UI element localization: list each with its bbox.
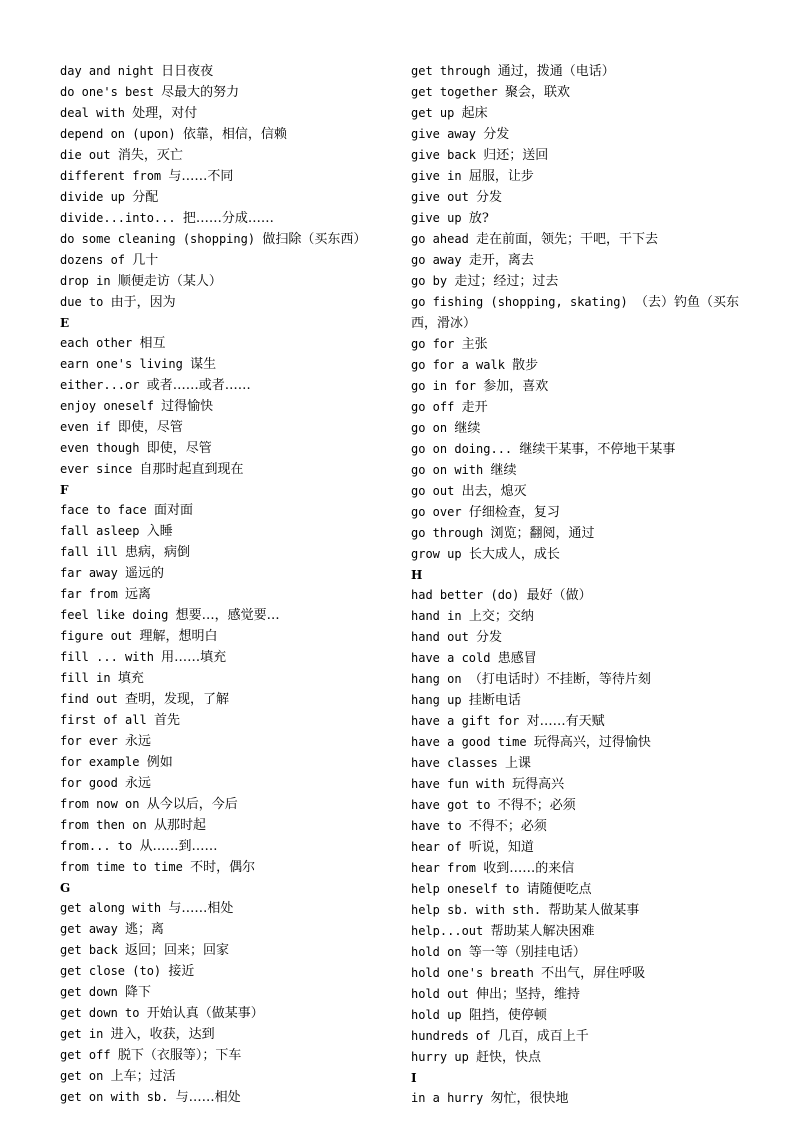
phrase-entry xyxy=(411,187,751,208)
phrase-entry xyxy=(411,711,751,732)
phrase-english: get away xyxy=(60,922,118,936)
phrase-chinese: 请随便吃点 xyxy=(526,882,592,897)
phrase-entry xyxy=(411,627,751,648)
phrase-entry xyxy=(60,396,390,417)
phrase-chinese: 进入，收获，达到 xyxy=(110,1027,215,1042)
phrase-chinese: 参加，喜欢 xyxy=(483,379,549,394)
phrase-chinese: 赶快，快点 xyxy=(476,1050,542,1065)
phrase-chinese: 与……相处 xyxy=(168,901,234,916)
phrase-chinese: 走过；经过；过去 xyxy=(454,274,559,289)
phrase-entry xyxy=(60,542,390,563)
phrase-english: divide up xyxy=(60,190,126,204)
phrase-entry xyxy=(60,187,390,208)
phrase-entry xyxy=(411,858,751,879)
phrase-english: fall ill xyxy=(60,545,118,559)
phrase-chinese: 收到……的来信 xyxy=(483,861,575,876)
phrase-english: go on doing... xyxy=(411,442,513,456)
phrase-entry xyxy=(60,1024,390,1045)
phrase-chinese: 帮助某人解决困难 xyxy=(490,924,595,939)
phrase-english: get through xyxy=(411,64,491,78)
phrase-entry xyxy=(411,397,751,418)
phrase-chinese: 走开，离去 xyxy=(468,253,534,268)
phrase-entry xyxy=(60,500,390,521)
phrase-chinese: 患感冒 xyxy=(497,651,537,666)
phrase-chinese: 不出气，屏住呼吸 xyxy=(541,966,646,981)
phrase-english: depend on (upon) xyxy=(60,127,176,141)
phrase-entry xyxy=(411,103,751,124)
phrase-entry xyxy=(60,919,390,940)
phrase-chinese: 消失，灭亡 xyxy=(117,148,183,163)
phrase-entry xyxy=(60,961,390,982)
phrase-chinese: 相互 xyxy=(139,336,166,351)
phrase-entry xyxy=(411,1005,751,1026)
phrase-chinese: 最好（做） xyxy=(526,588,592,603)
phrase-chinese: 分发 xyxy=(483,127,510,142)
phrase-chinese: 归还；送回 xyxy=(483,148,549,163)
phrase-entry xyxy=(411,334,751,355)
phrase-english: from then on xyxy=(60,818,147,832)
phrase-entry xyxy=(411,124,751,145)
phrase-english: go fishing (shopping, skating) xyxy=(411,295,628,309)
phrase-chinese: 听说，知道 xyxy=(468,840,534,855)
phrase-entry xyxy=(60,584,390,605)
phrase-english: give away xyxy=(411,127,477,141)
phrase-english: get in xyxy=(60,1027,104,1041)
phrase-entry xyxy=(411,753,751,774)
phrase-english: hold out xyxy=(411,987,469,1001)
phrase-entry xyxy=(60,145,390,166)
phrase-english: give in xyxy=(411,169,462,183)
phrase-chinese: （去）钓鱼（买东西，滑冰） xyxy=(411,295,739,331)
phrase-entry xyxy=(411,502,751,523)
phrase-entry xyxy=(411,208,751,229)
phrase-entry xyxy=(60,1066,390,1087)
phrase-chinese: 出去，熄灭 xyxy=(461,484,527,499)
right-column xyxy=(411,61,751,1109)
phrase-english: go ahead xyxy=(411,232,469,246)
phrase-chinese: 把……分成…… xyxy=(182,211,274,226)
left-column xyxy=(60,61,390,1108)
phrase-chinese: 处理，对付 xyxy=(132,106,198,121)
phrase-english: first of all xyxy=(60,713,147,727)
phrase-chinese: 走在前面，领先；干吧，干下去 xyxy=(476,232,659,247)
phrase-chinese: 逃；离 xyxy=(125,922,165,937)
phrase-english: get on with sb. xyxy=(60,1090,169,1104)
phrase-entry xyxy=(411,1047,751,1068)
phrase-english: go out xyxy=(411,484,455,498)
phrase-entry xyxy=(411,376,751,397)
phrase-english: hurry up xyxy=(411,1050,469,1064)
phrase-english: go on with xyxy=(411,463,484,477)
phrase-chinese: 阻挡，使停顿 xyxy=(468,1008,547,1023)
phrase-entry xyxy=(60,271,390,292)
phrase-chinese: 分发 xyxy=(476,630,503,645)
phrase-entry xyxy=(60,689,390,710)
phrase-chinese: 或者……或者…… xyxy=(146,378,251,393)
phrase-english: figure out xyxy=(60,629,133,643)
phrase-english: get off xyxy=(60,1048,111,1062)
phrase-english: had better (do) xyxy=(411,588,520,602)
phrase-entry xyxy=(411,879,751,900)
phrase-chinese: 永远 xyxy=(125,734,152,749)
phrase-entry xyxy=(60,1087,390,1108)
phrase-english: hold one's breath xyxy=(411,966,534,980)
phrase-entry xyxy=(411,732,751,753)
phrase-english: give up xyxy=(411,211,462,225)
phrase-english: from now on xyxy=(60,797,140,811)
phrase-entry xyxy=(411,1026,751,1047)
phrase-english: for ever xyxy=(60,734,118,748)
phrase-entry xyxy=(411,250,751,271)
phrase-entry xyxy=(411,439,751,460)
phrase-chinese: 放? xyxy=(468,211,489,226)
phrase-english: have a good time xyxy=(411,735,527,749)
section-letter-heading: F xyxy=(60,483,69,497)
phrase-chinese: 查明，发现，了解 xyxy=(125,692,230,707)
phrase-english: go for xyxy=(411,337,455,351)
phrase-chinese: 浏览；翻阅，通过 xyxy=(490,526,595,541)
phrase-chinese: 例如 xyxy=(146,755,173,770)
phrase-entry xyxy=(60,103,390,124)
phrase-chinese: 自那时起直到现在 xyxy=(139,462,244,477)
phrase-english: fill ... with xyxy=(60,650,154,664)
phrase-entry xyxy=(60,124,390,145)
phrase-chinese: 远离 xyxy=(125,587,152,602)
phrase-entry xyxy=(411,229,751,250)
phrase-entry xyxy=(60,375,390,396)
phrase-chinese: 与……不同 xyxy=(168,169,234,184)
phrase-chinese: 对……有天赋 xyxy=(526,714,605,729)
phrase-chinese: 日日夜夜 xyxy=(161,64,214,79)
phrase-entry xyxy=(411,606,751,627)
phrase-english: do one's best xyxy=(60,85,154,99)
phrase-entry xyxy=(411,690,751,711)
phrase-entry xyxy=(60,710,390,731)
phrase-english: deal with xyxy=(60,106,126,120)
phrase-english: do some cleaning (shopping) xyxy=(60,232,256,246)
phrase-entry xyxy=(411,523,751,544)
phrase-english: get together xyxy=(411,85,498,99)
phrase-chinese: 首先 xyxy=(153,713,180,728)
phrase-chinese: 开始认真（做某事） xyxy=(146,1006,264,1021)
phrase-chinese: 分配 xyxy=(132,190,159,205)
phrase-english: day and night xyxy=(60,64,154,78)
phrase-chinese: 匆忙，很快地 xyxy=(490,1091,569,1106)
phrase-english: have a gift for xyxy=(411,714,520,728)
phrase-chinese: 通过，拨通（电话） xyxy=(497,64,615,79)
phrase-english: from... to xyxy=(60,839,133,853)
phrase-english: far from xyxy=(60,587,118,601)
phrase-entry xyxy=(411,900,751,921)
phrase-english: get back xyxy=(60,943,118,957)
phrase-entry xyxy=(60,752,390,773)
phrase-english: help...out xyxy=(411,924,484,938)
phrase-english: either...or xyxy=(60,378,140,392)
phrase-entry xyxy=(60,982,390,1003)
phrase-chinese: 继续干某事，不停地干某事 xyxy=(519,442,676,457)
phrase-entry xyxy=(411,774,751,795)
phrase-entry xyxy=(60,605,390,626)
section-letter-heading: I xyxy=(411,1071,417,1085)
phrase-chinese: 降下 xyxy=(125,985,152,1000)
phrase-english: hold up xyxy=(411,1008,462,1022)
phrase-entry xyxy=(411,837,751,858)
phrase-entry xyxy=(411,942,751,963)
phrase-english: go away xyxy=(411,253,462,267)
phrase-english: far away xyxy=(60,566,118,580)
phrase-chinese: 接近 xyxy=(168,964,195,979)
phrase-chinese: 分发 xyxy=(476,190,503,205)
phrase-chinese: 不得不；必须 xyxy=(468,819,547,834)
phrase-entry xyxy=(60,208,390,229)
phrase-english: grow up xyxy=(411,547,462,561)
phrase-entry xyxy=(411,481,751,502)
phrase-chinese: 即使，尽管 xyxy=(117,420,183,435)
phrase-entry xyxy=(411,292,751,334)
phrase-english: face to face xyxy=(60,503,147,517)
phrase-chinese: 脱下（衣服等）；下车 xyxy=(117,1048,242,1063)
phrase-entry xyxy=(60,563,390,584)
phrase-entry xyxy=(411,669,751,690)
phrase-chinese: 从……到…… xyxy=(139,839,218,854)
phrase-chinese: 从今以后，今后 xyxy=(146,797,238,812)
phrase-chinese: 从那时起 xyxy=(153,818,206,833)
phrase-english: drop in xyxy=(60,274,111,288)
phrase-english: hear from xyxy=(411,861,477,875)
phrase-entry xyxy=(60,836,390,857)
phrase-entry xyxy=(60,459,390,480)
phrase-english: different from xyxy=(60,169,162,183)
phrase-entry xyxy=(60,333,390,354)
section-letter-heading: H xyxy=(411,568,423,582)
phrase-chinese: 起床 xyxy=(461,106,488,121)
phrase-english: for good xyxy=(60,776,118,790)
phrase-english: help sb. with sth. xyxy=(411,903,542,917)
phrase-english: go through xyxy=(411,526,484,540)
phrase-entry xyxy=(411,82,751,103)
phrase-english: in a hurry xyxy=(411,1091,484,1105)
phrase-chinese: 不时，偶尔 xyxy=(190,860,256,875)
phrase-entry xyxy=(411,585,751,606)
phrase-chinese: 聚会，联欢 xyxy=(504,85,570,100)
phrase-entry xyxy=(60,229,390,250)
phrase-english: hundreds of xyxy=(411,1029,491,1043)
phrase-english: give back xyxy=(411,148,477,162)
phrase-english: have got to xyxy=(411,798,491,812)
phrase-english: each other xyxy=(60,336,133,350)
phrase-entry xyxy=(411,648,751,669)
phrase-entry xyxy=(60,166,390,187)
phrase-entry xyxy=(411,166,751,187)
phrase-chinese: 继续 xyxy=(454,421,481,436)
phrase-chinese: 永远 xyxy=(125,776,152,791)
phrase-entry xyxy=(60,626,390,647)
phrase-chinese: 患病，病倒 xyxy=(125,545,191,560)
phrase-english: have a cold xyxy=(411,651,491,665)
phrase-chinese: 上车；过活 xyxy=(110,1069,176,1084)
phrase-english: enjoy oneself xyxy=(60,399,154,413)
phrase-english: even if xyxy=(60,420,111,434)
phrase-chinese: 顺便走访（某人） xyxy=(117,274,222,289)
phrase-english: have to xyxy=(411,819,462,833)
phrase-english: get close (to) xyxy=(60,964,162,978)
phrase-entry xyxy=(60,1045,390,1066)
phrase-english: fill in xyxy=(60,671,111,685)
phrase-entry xyxy=(411,795,751,816)
phrase-english: hear of xyxy=(411,840,462,854)
phrase-entry xyxy=(411,963,751,984)
phrase-english: even though xyxy=(60,441,140,455)
phrase-entry xyxy=(60,61,390,82)
phrase-chinese: 想要…，感觉要… xyxy=(175,608,280,623)
phrase-chinese: 上课 xyxy=(504,756,531,771)
phrase-entry xyxy=(60,438,390,459)
phrase-english: fall asleep xyxy=(60,524,140,538)
phrase-english: go off xyxy=(411,400,455,414)
phrase-chinese: 依靠，相信，信赖 xyxy=(182,127,287,142)
phrase-entry xyxy=(60,1003,390,1024)
phrase-entry xyxy=(60,417,390,438)
phrase-english: help oneself to xyxy=(411,882,520,896)
phrase-english: get up xyxy=(411,106,455,120)
phrase-chinese: 尽最大的努力 xyxy=(161,85,240,100)
phrase-entry xyxy=(60,794,390,815)
phrase-chinese: 填充 xyxy=(117,671,144,686)
phrase-english: for example xyxy=(60,755,140,769)
phrase-entry xyxy=(60,250,390,271)
phrase-chinese: （打电话时）不挂断，等待片刻 xyxy=(468,672,651,687)
phrase-chinese: 返回；回来；回家 xyxy=(125,943,230,958)
phrase-entry xyxy=(411,61,751,82)
phrase-english: earn one's living xyxy=(60,357,183,371)
phrase-english: go over xyxy=(411,505,462,519)
phrase-chinese: 由于，因为 xyxy=(110,295,176,310)
phrase-english: from time to time xyxy=(60,860,183,874)
phrase-chinese: 散步 xyxy=(512,358,539,373)
phrase-entry xyxy=(60,521,390,542)
phrase-chinese: 遥远的 xyxy=(125,566,165,581)
phrase-english: due to xyxy=(60,295,104,309)
phrase-english: dozens of xyxy=(60,253,126,267)
phrase-entry xyxy=(411,271,751,292)
phrase-chinese: 即使，尽管 xyxy=(146,441,212,456)
phrase-english: get down xyxy=(60,985,118,999)
phrase-entry xyxy=(60,354,390,375)
phrase-entry xyxy=(411,418,751,439)
phrase-chinese: 主张 xyxy=(461,337,488,352)
phrase-chinese: 玩得高兴，过得愉快 xyxy=(533,735,651,750)
phrase-chinese: 用……填充 xyxy=(161,650,227,665)
phrase-english: hand in xyxy=(411,609,462,623)
phrase-chinese: 过得愉快 xyxy=(161,399,214,414)
phrase-entry xyxy=(60,647,390,668)
phrase-chinese: 上交；交纳 xyxy=(468,609,534,624)
phrase-entry xyxy=(60,815,390,836)
phrase-entry xyxy=(60,857,390,878)
phrase-english: hang on xyxy=(411,672,462,686)
phrase-english: go by xyxy=(411,274,448,288)
phrase-chinese: 面对面 xyxy=(153,503,193,518)
phrase-chinese: 挂断电话 xyxy=(468,693,521,708)
phrase-chinese: 不得不；必须 xyxy=(497,798,576,813)
phrase-entry xyxy=(60,292,390,313)
phrase-chinese: 几十 xyxy=(132,253,159,268)
phrase-chinese: 与……相处 xyxy=(175,1090,241,1105)
phrase-chinese: 伸出；坚持，维持 xyxy=(476,987,581,1002)
phrase-entry xyxy=(411,145,751,166)
phrase-chinese: 走开 xyxy=(461,400,488,415)
phrase-chinese: 等一等（别挂电话） xyxy=(468,945,586,960)
phrase-chinese: 长大成人，成长 xyxy=(468,547,560,562)
phrase-entry xyxy=(411,544,751,565)
phrase-english: get along with xyxy=(60,901,162,915)
phrase-chinese: 几百，成百上千 xyxy=(497,1029,589,1044)
phrase-english: give out xyxy=(411,190,469,204)
phrase-english: go in for xyxy=(411,379,477,393)
phrase-chinese: 理解，想明白 xyxy=(139,629,218,644)
phrase-english: get on xyxy=(60,1069,104,1083)
phrase-english: have classes xyxy=(411,756,498,770)
phrase-entry xyxy=(60,773,390,794)
phrase-english: get down to xyxy=(60,1006,140,1020)
phrase-entry xyxy=(411,1088,751,1109)
phrase-english: go for a walk xyxy=(411,358,505,372)
phrase-english: have fun with xyxy=(411,777,505,791)
phrase-english: die out xyxy=(60,148,111,162)
phrase-entry xyxy=(411,816,751,837)
phrase-chinese: 仔细检查，复习 xyxy=(468,505,560,520)
phrase-english: divide...into... xyxy=(60,211,176,225)
section-letter-heading: E xyxy=(60,316,70,330)
phrase-entry xyxy=(60,898,390,919)
phrase-chinese: 玩得高兴 xyxy=(512,777,565,792)
phrase-entry xyxy=(60,731,390,752)
phrase-chinese: 入睡 xyxy=(146,524,173,539)
phrase-entry xyxy=(60,668,390,689)
phrase-english: feel like doing xyxy=(60,608,169,622)
phrase-entry xyxy=(60,82,390,103)
phrase-entry xyxy=(60,940,390,961)
phrase-chinese: 做扫除（买东西） xyxy=(262,232,367,247)
phrase-entry xyxy=(411,460,751,481)
phrase-entry xyxy=(411,355,751,376)
phrase-english: hold on xyxy=(411,945,462,959)
phrase-english: find out xyxy=(60,692,118,706)
phrase-chinese: 继续 xyxy=(490,463,517,478)
phrase-english: go on xyxy=(411,421,448,435)
phrase-chinese: 帮助某人做某事 xyxy=(548,903,640,918)
phrase-english: hand out xyxy=(411,630,469,644)
phrase-entry xyxy=(411,984,751,1005)
phrase-entry xyxy=(411,921,751,942)
phrase-chinese: 屈服，让步 xyxy=(468,169,534,184)
section-letter-heading: G xyxy=(60,881,71,895)
phrase-english: ever since xyxy=(60,462,133,476)
phrase-chinese: 谋生 xyxy=(190,357,217,372)
phrase-english: hang up xyxy=(411,693,462,707)
